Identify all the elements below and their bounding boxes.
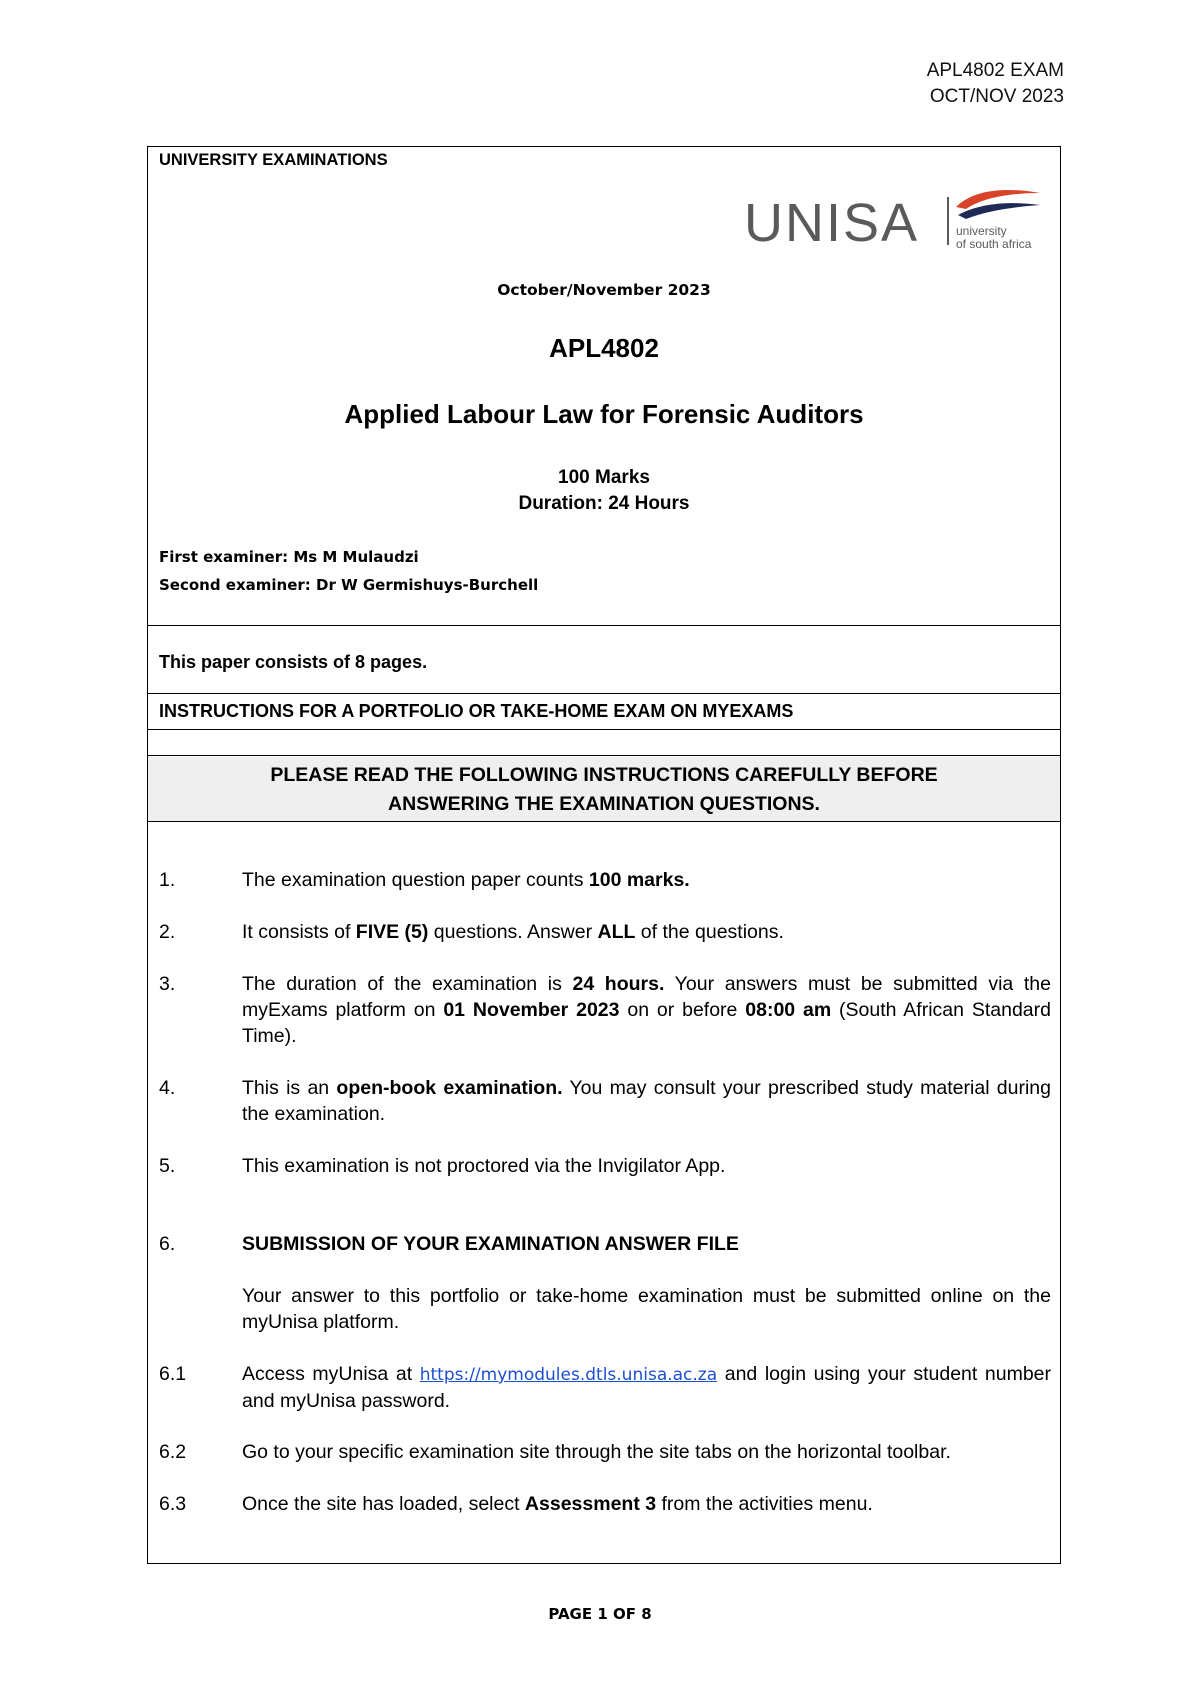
divider [148, 625, 1060, 626]
page-footer: PAGE 1 OF 8 [548, 1605, 652, 1623]
first-examiner: First examiner: Ms M Mulaudzi [159, 548, 419, 566]
item-number: 6.2 [159, 1441, 187, 1463]
instructions-heading: INSTRUCTIONS FOR A PORTFOLIO OR TAKE-HOME EXAM ON MYEXAMS [159, 701, 794, 721]
submission-heading: SUBMISSION OF YOUR EXAMINATION ANSWER FILE [242, 1233, 739, 1255]
item-text: The examination question paper counts 100 marks. [242, 869, 690, 891]
item-number: 6.1 [159, 1363, 187, 1385]
cover-block [148, 147, 1060, 626]
item-text: The duration of the examination is 24 hours. Your answers must be submitted via the myExams platform on 01 November 2023 on or before 08:00 am (South African Standard Time). [242, 973, 1051, 1047]
divider [148, 693, 1060, 694]
divider [148, 755, 1060, 756]
marks-and-duration [148, 465, 1060, 517]
divider [148, 729, 1060, 730]
logo-wordmark: UNISA [744, 193, 920, 253]
logo-subtext-2: of south africa [956, 237, 1032, 251]
myunisa-link[interactable]: https://mymodules.dtls.unisa.ac.za [419, 1365, 718, 1385]
item-text: This examination is not proctored via the Invigilator App. [242, 1155, 726, 1177]
total-marks: 100 Marks [558, 467, 650, 488]
second-examiner: Second examiner: Dr W Germishuys-Burchell [159, 576, 539, 594]
item-text: Once the site has loaded, select Assessment 3 from the activities menu. [242, 1493, 873, 1515]
course-title: Applied Labour Law for Forensic Auditors [344, 399, 864, 429]
pages-note: This paper consists of 8 pages. [159, 652, 428, 672]
logo-subtext-1: university [956, 224, 1007, 238]
item-number: 6.3 [159, 1493, 187, 1515]
item-number: 1. [159, 869, 176, 891]
read-notice-line-1: PLEASE READ THE FOLLOWING INSTRUCTIONS CAREFULLY BEFORE [270, 764, 938, 786]
university-examinations-label: UNIVERSITY EXAMINATIONS [159, 151, 388, 169]
header-code-line: APL4802 EXAM [926, 60, 1064, 81]
read-notice-line-2: ANSWERING THE EXAMINATION QUESTIONS. [388, 793, 820, 815]
read-notice [148, 761, 1060, 819]
exam-cover-frame [147, 146, 1061, 1564]
item-text: It consists of FIVE (5) questions. Answer ALL of the questions. [242, 921, 784, 943]
item-text [242, 1231, 1051, 1257]
exam-date: October/November 2023 [497, 281, 711, 299]
item-number: 2. [159, 921, 176, 943]
item-text: Access myUnisa at https://mymodules.dtls.unisa.ac.za and login using your student number and myUnisa password. [242, 1363, 1052, 1412]
exam-duration: Duration: 24 Hours [518, 493, 690, 514]
item-number: 3. [159, 973, 176, 995]
examiners [159, 543, 538, 599]
logo-divider [947, 197, 949, 245]
item-number: 4. [159, 1077, 176, 1099]
header-session-line: OCT/NOV 2023 [929, 86, 1064, 107]
item-number: 5. [159, 1155, 176, 1177]
item-number: 6. [159, 1233, 176, 1255]
divider [148, 821, 1060, 822]
course-code: APL4802 [549, 333, 659, 363]
unisa-logo [744, 185, 1044, 255]
item-text: This is an open-book examination. You may consult your prescribed study material during the examination. [242, 1077, 1051, 1125]
page-header [927, 58, 1064, 110]
item-text: Your answer to this portfolio or take-home examination must be submitted online on the myUnisa platform. [242, 1285, 1051, 1333]
item-text: Go to your specific examination site through the site tabs on the horizontal toolbar. [242, 1441, 951, 1463]
